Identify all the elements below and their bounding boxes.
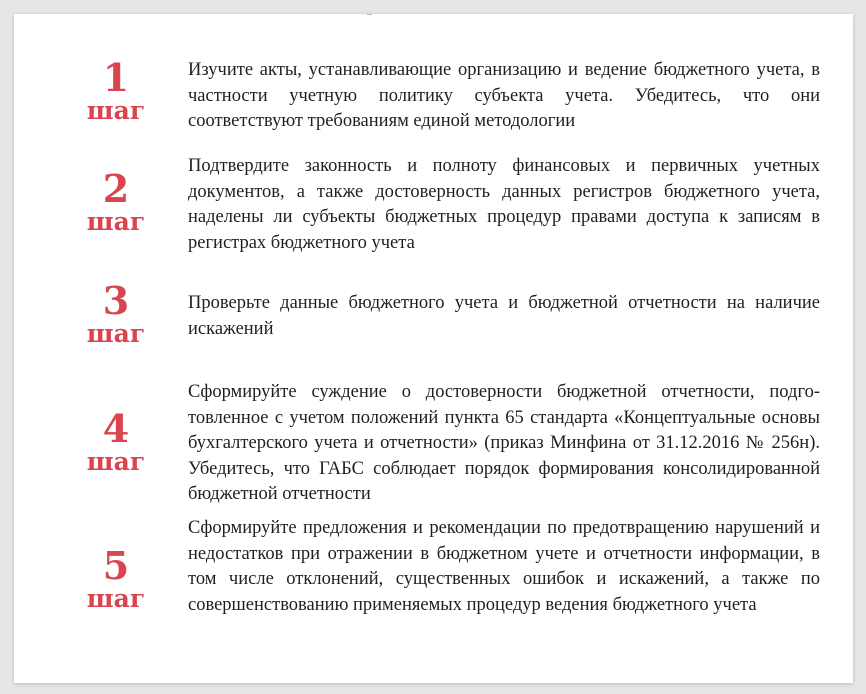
step-number: 2 bbox=[102, 166, 130, 211]
step-word: шаг bbox=[86, 319, 146, 348]
step-number: 3 bbox=[102, 278, 130, 323]
step-text: Сформируйте предложения и рекомендации по предотвращению нарушений и недостатков при отражении в бюджетном учете и отчетности информации, в том числе отклонений, существенных ошибок и искажений, а также по совершенствованию применяемых процедур ведения бюджетного учета bbox=[188, 518, 820, 615]
step-word: шаг bbox=[86, 96, 146, 125]
step-word: шаг bbox=[86, 207, 146, 236]
top-divider-mark bbox=[367, 14, 372, 15]
step-word: шаг bbox=[86, 584, 146, 613]
steps-card bbox=[14, 14, 853, 683]
step-label bbox=[66, 166, 166, 236]
step-label bbox=[66, 543, 166, 613]
step-label bbox=[66, 55, 166, 125]
step-label bbox=[66, 406, 166, 476]
step-text: Изучите акты, устанавливающие организацию и ведение бюджетного учета, в частности учетную политику субъекта учета. Убедитесь, что они соответствуют требованиям единой методологии bbox=[188, 60, 820, 131]
step-number: 5 bbox=[102, 543, 130, 588]
step-text: Проверьте данные бюджетного учета и бюджетной отчетности на наличие искажений bbox=[188, 293, 820, 339]
step-label bbox=[66, 278, 166, 348]
step-text: Сформируйте суждение о достоверности бюджетной отчетности, подготовленное с учетом положений пункта 65 стандарта «Концептуальные основы бухгалтерского учета и отчетности» (приказ Минфина от 31.12.2016 № 256н). Убедитесь, что ГАБС соблюдает порядок формирования консолидированной бюджетной отчетности bbox=[188, 382, 820, 504]
step-number: 4 bbox=[102, 406, 130, 451]
step-word: шаг bbox=[86, 447, 146, 476]
step-text: Подтвердите законность и полноту финансовых и первичных учетных документов, а также достоверность данных регистров бюджетного учета, наделены ли субъекты бюджетных процедур правами доступа к записям в регистрах бюджетного учета bbox=[188, 156, 820, 253]
step-number: 1 bbox=[102, 55, 130, 100]
